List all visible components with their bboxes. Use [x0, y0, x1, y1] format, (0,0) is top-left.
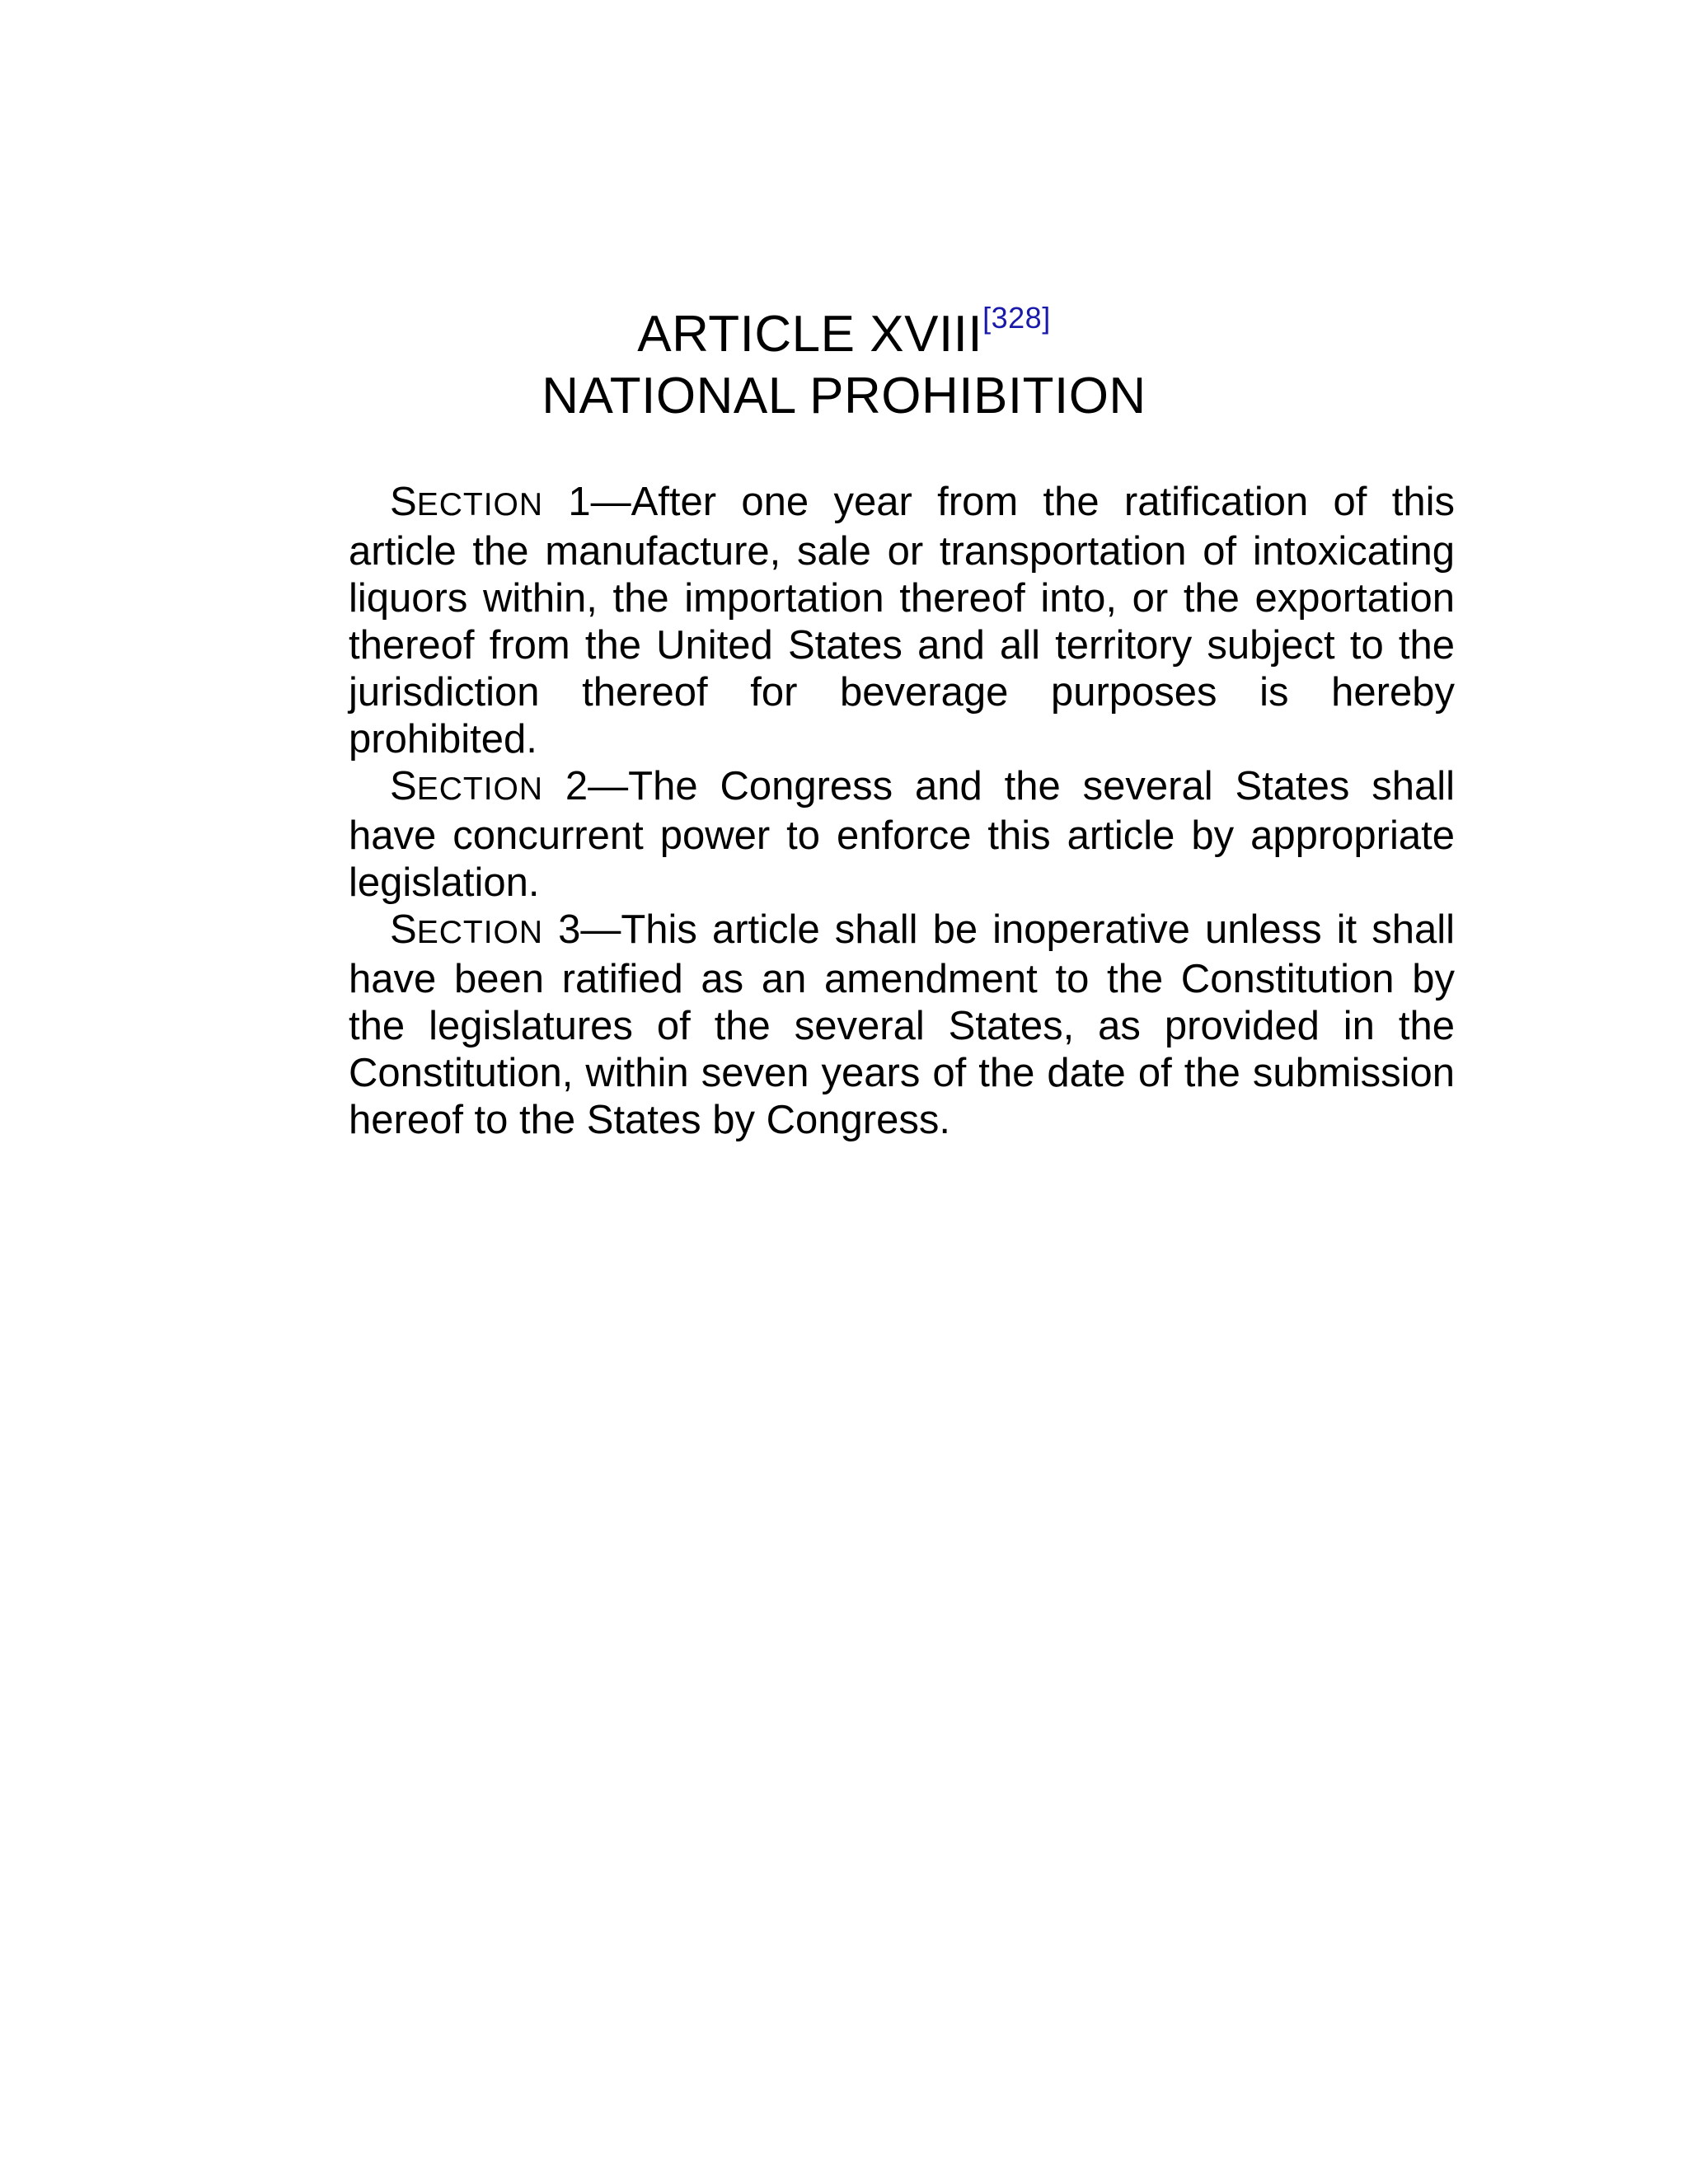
article-body — [349, 479, 1455, 1144]
section-text: This article shall be inoperative unless it shall have been ratified as an amendment to the Constitution by the legislatures of the several States, as provided in the Constitution, within seven years of the date of the submission hereof to the States by Congress. — [349, 907, 1455, 1142]
article-heading — [0, 301, 1688, 364]
footnote-link[interactable]: [328] — [982, 301, 1051, 335]
section-number: 1— — [543, 480, 631, 524]
section-1 — [349, 479, 1455, 763]
section-3 — [349, 907, 1455, 1144]
section-label: SECTION — [390, 480, 544, 524]
section-2 — [349, 763, 1455, 907]
section-label: SECTION — [390, 764, 544, 808]
section-number: 2— — [543, 764, 629, 808]
section-text: After one year from the ratification of this article the manufacture, sale or transportation of intoxicating liquors within, the importation thereof into, or the exportation thereof from the United States and all territory subject to the jurisdiction thereof for beverage purposes is hereby prohibited. — [349, 480, 1455, 762]
section-label: SECTION — [390, 907, 544, 952]
article-subtitle: NATIONAL PROHIBITION — [542, 368, 1146, 424]
section-text: The Congress and the several States shall have concurrent power to enforce this article by appropriate legislation. — [349, 764, 1455, 905]
article-title: ARTICLE XVIII — [637, 306, 983, 363]
section-number: 3— — [543, 907, 621, 952]
